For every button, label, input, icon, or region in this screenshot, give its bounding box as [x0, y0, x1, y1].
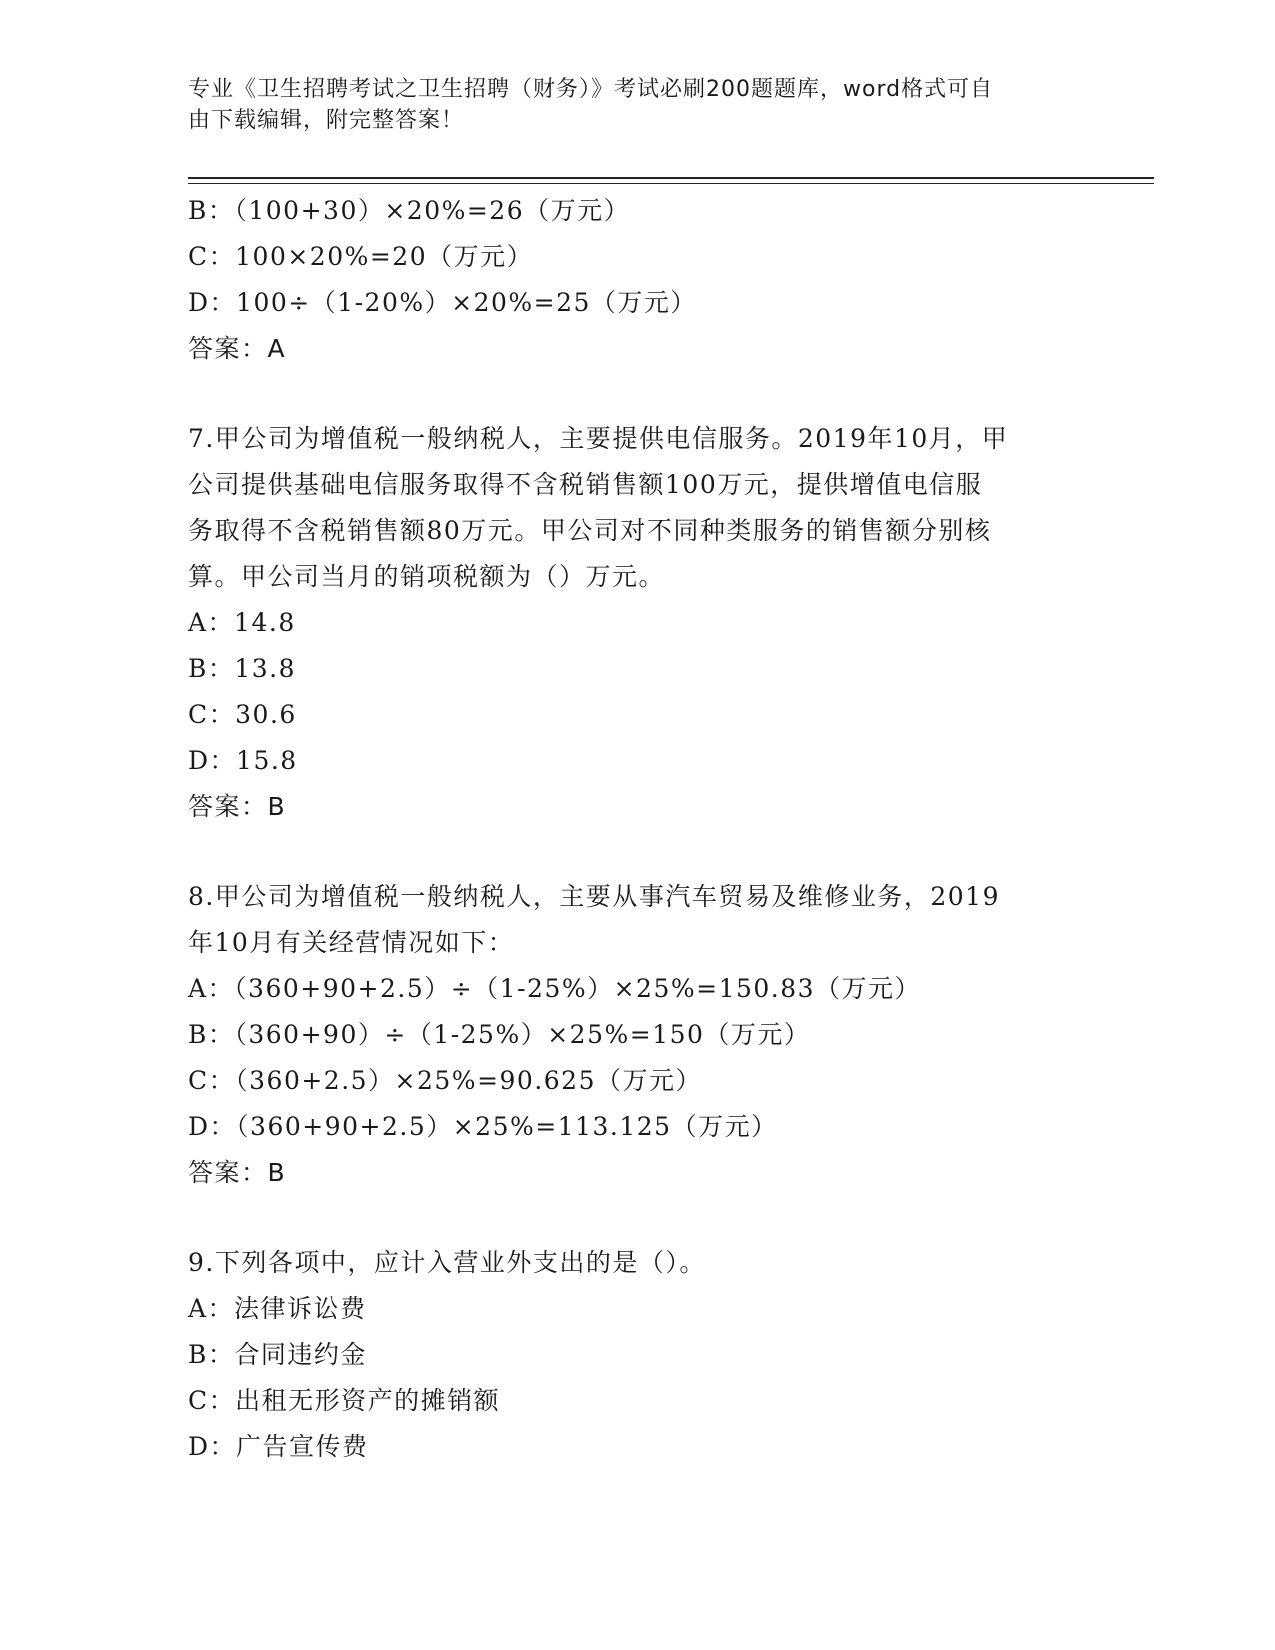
document-header — [188, 74, 1088, 136]
question-text-line: 7.甲公司为增值税一般纳税人，主要提供电信服务。2019年10月，甲 — [188, 424, 1009, 453]
document-body — [188, 188, 1088, 1470]
option-b: B：合同违约金 — [188, 1340, 367, 1369]
answer-line: 答案：B — [188, 1158, 287, 1187]
question-text-line: 年10月有关经营情况如下： — [188, 928, 515, 957]
option-b: B：（360+90）÷（1-25%）×25%=150（万元） — [188, 1020, 811, 1049]
header-divider-thick — [188, 177, 1154, 179]
question-text-line: 9.下列各项中，应计入营业外支出的是（）。 — [188, 1248, 706, 1277]
question-7 — [188, 416, 1088, 830]
option-b: B：13.8 — [188, 654, 297, 683]
header-line-1: 专业《卫生招聘考试之卫生招聘（财务）》考试必刷200题题库，word格式可自 — [188, 77, 994, 102]
question-9 — [188, 1240, 1088, 1470]
option-b: B：（100+30）×20%=26（万元） — [188, 196, 631, 225]
header-divider-thin — [188, 183, 1154, 184]
prev-question-block — [188, 188, 1088, 372]
question-text-line: 8.甲公司为增值税一般纳税人，主要从事汽车贸易及维修业务，2019 — [188, 882, 1000, 911]
option-d: D：15.8 — [188, 746, 298, 775]
option-c: C：出租无形资产的摊销额 — [188, 1386, 501, 1415]
option-c: C：（360+2.5）×25%=90.625（万元） — [188, 1066, 702, 1095]
question-text-line: 务取得不含税销售额80万元。甲公司对不同种类服务的销售额分别核 — [188, 516, 992, 545]
question-text-line: 公司提供基础电信服务取得不含税销售额100万元，提供增值电信服 — [188, 470, 983, 499]
option-d: D：100÷（1-20%）×20%=25（万元） — [188, 288, 697, 317]
question-text-line: 算。甲公司当月的销项税额为（）万元。 — [188, 562, 666, 591]
option-d: D：广告宣传费 — [188, 1432, 369, 1461]
answer-line: 答案：A — [188, 334, 287, 363]
option-a: A：法律诉讼费 — [188, 1294, 367, 1323]
option-d: D：（360+90+2.5）×25%=113.125（万元） — [188, 1112, 778, 1141]
answer-line: 答案：B — [188, 792, 287, 821]
header-line-2: 由下载编辑，附完整答案！ — [188, 108, 465, 133]
option-a: A：14.8 — [188, 608, 296, 637]
question-8 — [188, 874, 1088, 1196]
option-a: A：（360+90+2.5）÷（1-25%）×25%=150.83（万元） — [188, 974, 922, 1003]
option-c: C：100×20%=20（万元） — [188, 242, 534, 271]
option-c: C：30.6 — [188, 700, 297, 729]
